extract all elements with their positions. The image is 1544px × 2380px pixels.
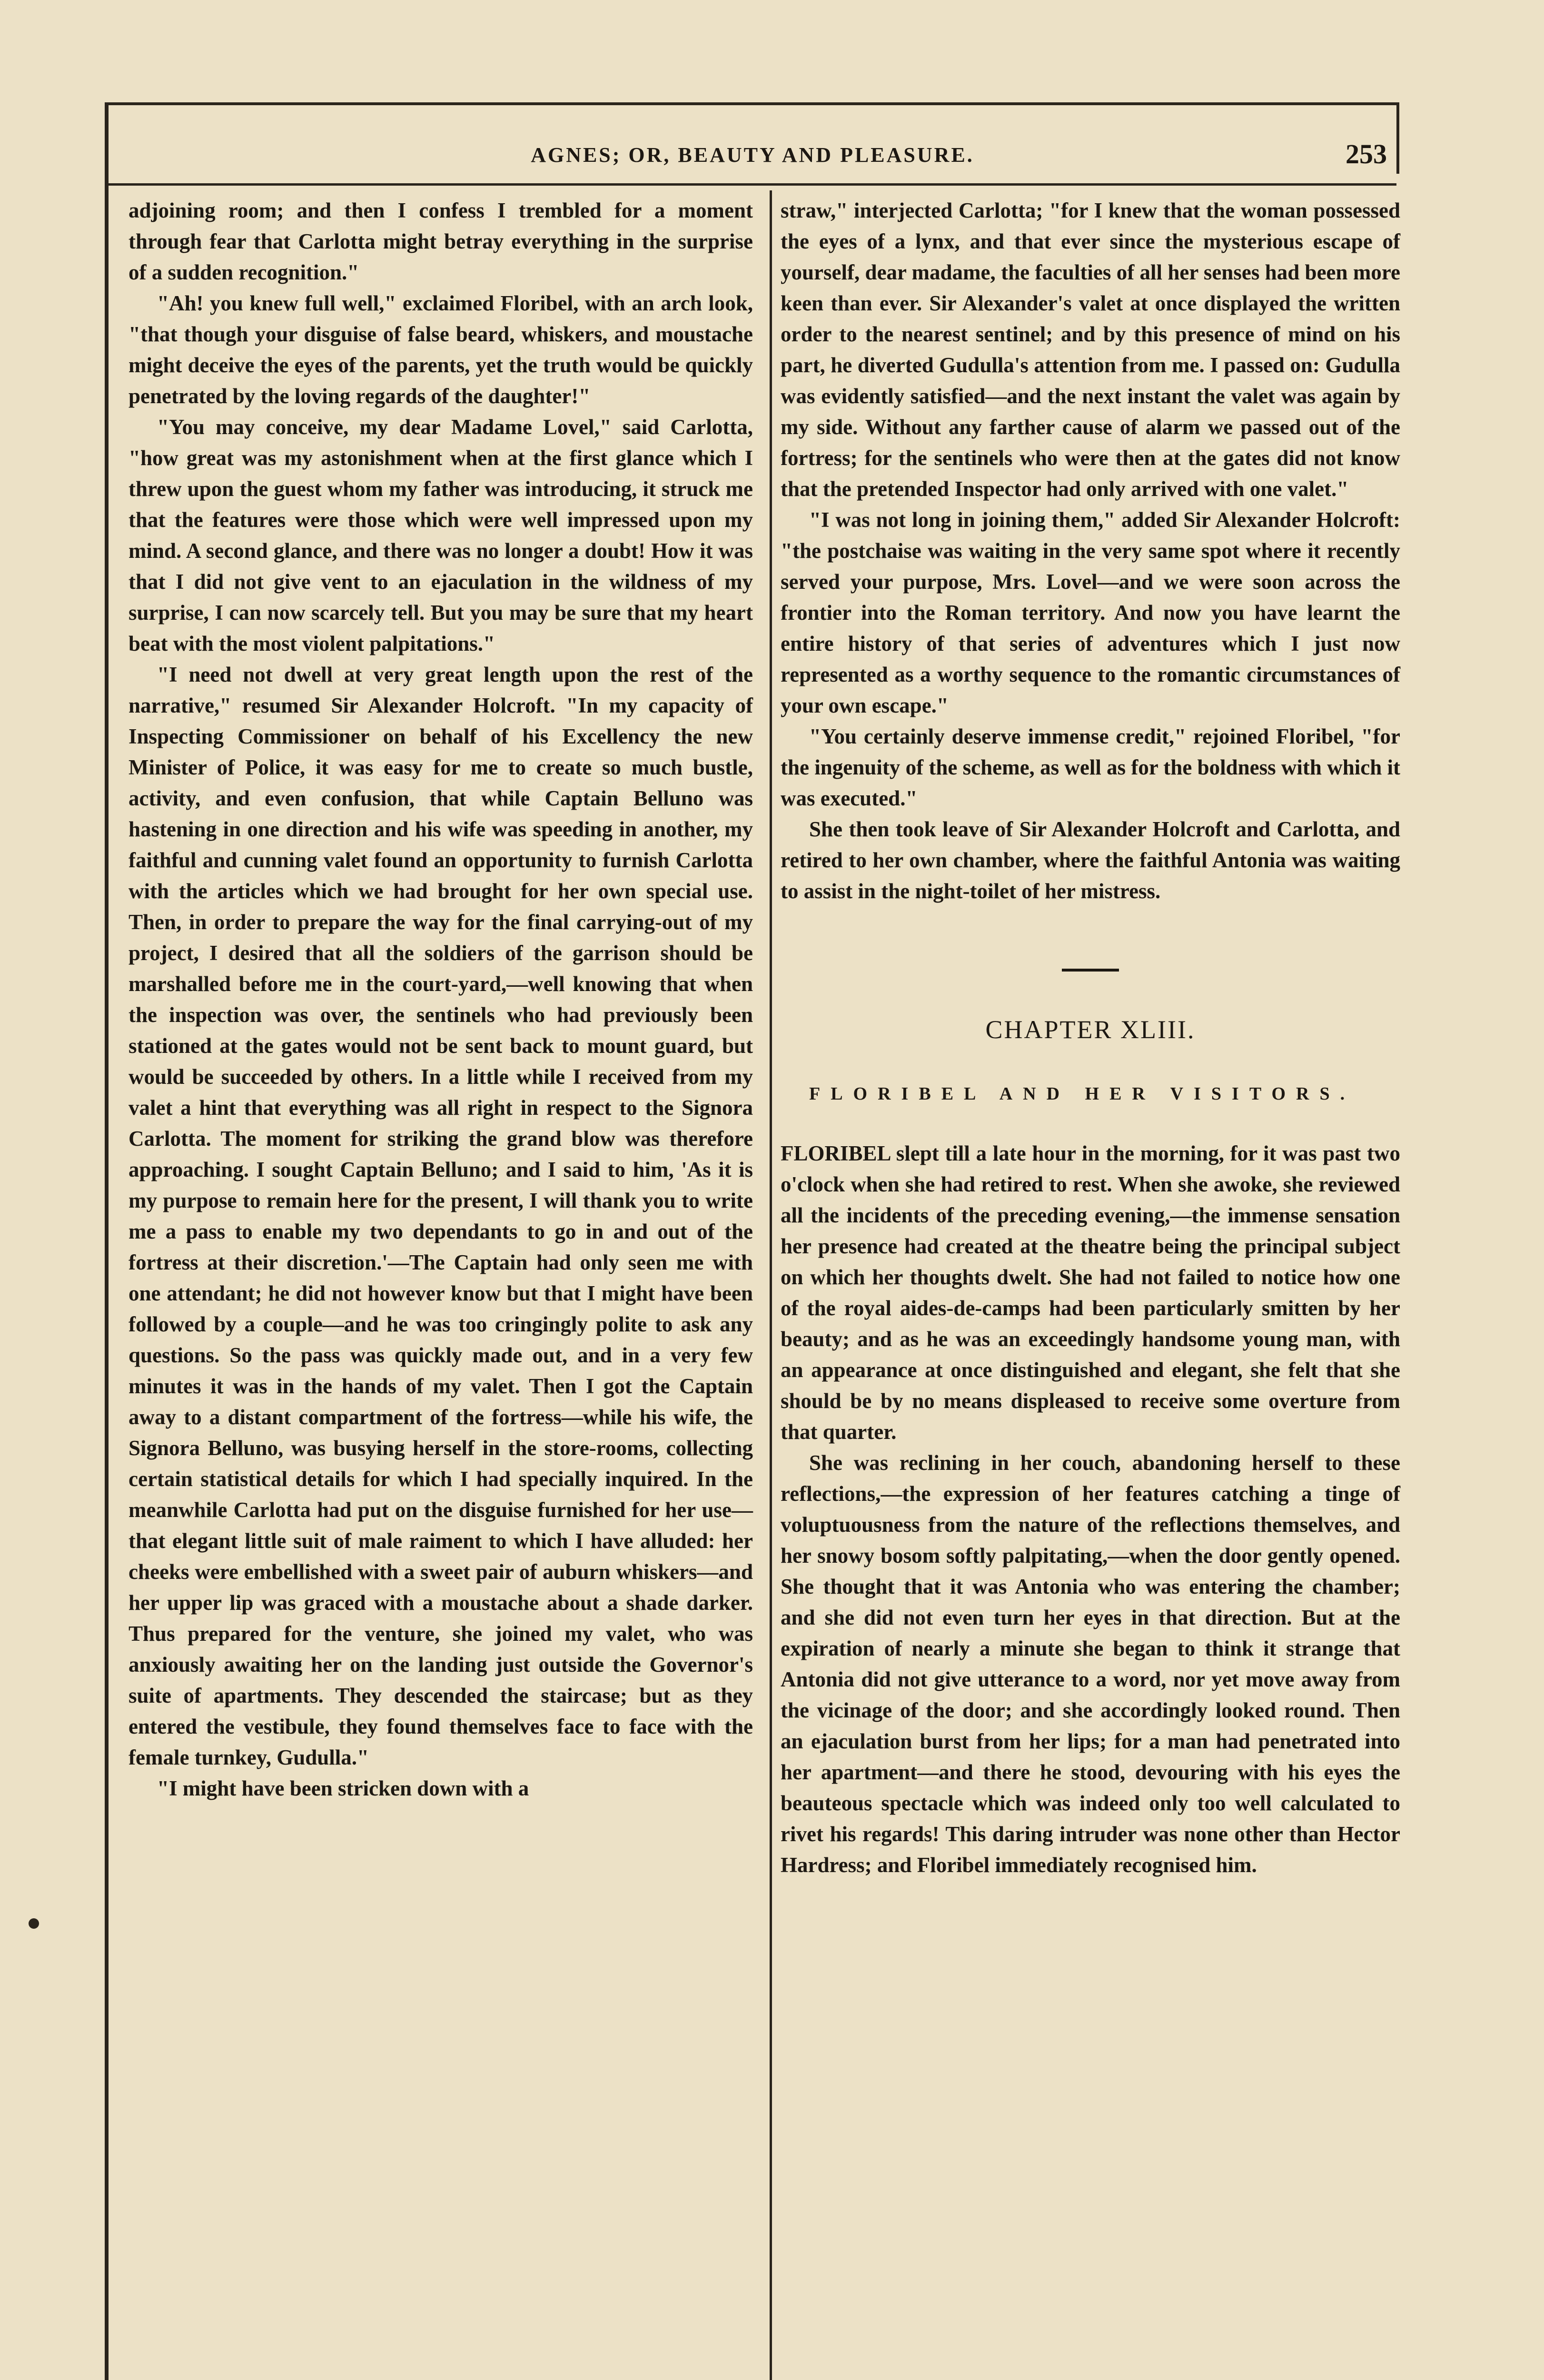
paragraph: "I was not long in joining them," added Sir Alexander Holcroft: "the postchaise was waiting in the very same spot where it recently served your purpose, Mrs. Lovel—and we were soon across the frontier into the Roman territory. And now you have learnt the entire history of that series of adventures which I just now represented as a worthy sequence to the romantic circumstances of your own escape." bbox=[781, 508, 1400, 717]
chapter-rule bbox=[1062, 969, 1119, 972]
paragraph: "I might have been stricken down with a bbox=[157, 1776, 529, 1800]
page-border-top bbox=[105, 102, 1399, 105]
paragraph: "Ah! you knew full well," exclaimed Floribel, with an arch look, "that though your disguise of false beard, whiskers, and moustache might deceive the eyes of the parents, yet the truth would be quickly penetrated by the loving regards of the daughter!" bbox=[129, 291, 753, 408]
ink-dot bbox=[29, 1918, 39, 1929]
page-number: 253 bbox=[1346, 139, 1387, 169]
column-divider bbox=[770, 190, 772, 2380]
page-border-right bbox=[1396, 102, 1399, 174]
paragraph: "I need not dwell at very great length upon the rest of the narrative," resumed Sir Alexander Holcroft. "In my capacity of Inspecting Commissioner on behalf of his Excellency the new Minister of Police, it was easy for me to create so much bustle, activity, and even confusion, that while Captain Belluno was hastening in one direction and his wife was speeding in another, my faithful and cunning valet found an opportunity to furnish Carlotta with the articles which we had brought for her own special use. Then, in order to prepare the way for the final carrying-out of my project, I desired that all the soldiers of the garrison should be marshalled before me in the court-yard,—well knowing that when the inspection was over, the sentinels who had previously been stationed at the gates would not be sent back to mount guard, but would be succeeded by others. In a little while I received from my valet a hint that everything was all right in respect to the Signora Carlotta. The moment for striking the grand blow was therefore approaching. I sought Captain Belluno; and I said to him, 'As it is my purpose to remain here for the present, I will thank you to write me a pass to enable my two dependants to go in and out of the fortress at their discretion.'—The Captain had only seen me with one attendant; he did not however know but that I might have been followed by a couple—and he was too cringingly polite to ask any questions. So the pass was quickly made out, and in a very few minutes it was in the hands of my valet. Then I got the Captain away to a distant compartment of the fortress—while his wife, the Signora Belluno, was busying herself in the store-rooms, collecting certain statistical details for which I had specially inquired. In the meanwhile Carlotta had put on the disguise furnished for her use—that elegant little suit of male raiment to which I have alluded: her cheeks were embellished with a sweet pair of auburn whiskers—and her upper lip was graced with a moustache about a shade darker. Thus prepared for the venture, she joined my valet, who was anxiously awaiting her on the landing just outside the Governor's suite of apartments. They descended the staircase; but as they entered the vestibule, they found themselves face to face with the female turnkey, Gudulla." bbox=[129, 663, 753, 1769]
paragraph: FLORIBEL slept till a late hour in the morning, for it was past two o'clock when she had retired to rest. When she awoke, she reviewed all the incidents of the preceding evening,—the immense sensation her presence had created at the theatre being the principal subject on which her thoughts dwelt. She had not failed to notice how one of the royal aides-de-camps had been particularly smitten by her beauty; and as he was an exceedingly handsome young man, with an appearance at once distinguished and elegant, she felt that she should be by no means displeased to receive some overture from that quarter. bbox=[781, 1141, 1400, 1444]
paragraph: "You certainly deserve immense credit," rejoined Floribel, "for the ingenuity of the scheme, as well as for the boldness with which it was executed." bbox=[781, 724, 1400, 810]
paragraph: straw," interjected Carlotta; "for I knew that the woman possessed the eyes of a lynx, and that ever since the mysterious escape of yourself, dear madame, the faculties of all her senses had been more keen than ever. Sir Alexander's valet at once displayed the written order to the nearest sentinel; and by this presence of mind on his part, he diverted Gudulla's attention from me. I passed on: Gudulla was evidently satisfied—and the next instant the valet was again by my side. Without any farther cause of alarm we passed out of the fortress; for the sentinels who were then at the gates did not know that the pretended Inspector had only arrived with one valet." bbox=[781, 198, 1400, 501]
left-column bbox=[129, 195, 753, 1804]
page-header bbox=[109, 138, 1396, 176]
chapter-subtitle: FLORIBEL AND HER VISITORS. bbox=[809, 1084, 1356, 1104]
right-column bbox=[781, 195, 1400, 1881]
page-border-left bbox=[105, 102, 109, 2380]
header-rule bbox=[109, 183, 1396, 186]
paragraph: She was reclining in her couch, abandoning herself to these reflections,—the expression of her features catching a tinge of voluptuousness from the nature of the reflections themselves, and her snowy bosom softly palpitating,—when the door gently opened. She thought that it was Antonia who was entering the chamber; and she did not even turn her eyes in that direction. But at the expiration of nearly a minute she began to think it strange that Antonia did not give utterance to a word, nor yet move away from the vicinage of the door; and she accordingly looked round. Then an ejaculation burst from her lips; for a man had penetrated into her apartment—and there he stood, devouring with his eyes the beauteous spectacle which was indeed only too well calculated to rivet his regards! This daring intruder was none other than Hector Hardress; and Floribel immediately recognised him. bbox=[781, 1451, 1400, 1877]
chapter-title: CHAPTER XLIII. bbox=[985, 1015, 1196, 1044]
paragraph: "You may conceive, my dear Madame Lovel," said Carlotta, "how great was my astonishment when at the first glance which I threw upon the guest whom my father was introducing, it struck me that the features were those which were well impressed upon my mind. A second glance, and there was no longer a doubt! How it was that I did not give vent to an ejaculation in the wildness of my surprise, I can now scarcely tell. But you may be sure that my heart beat with the most violent palpitations." bbox=[129, 415, 753, 655]
paragraph: She then took leave of Sir Alexander Holcroft and Carlotta, and retired to her own chamber, where the faithful Antonia was waiting to assist in the night-toilet of her mistress. bbox=[781, 817, 1400, 903]
paragraph: adjoining room; and then I confess I trembled for a moment through fear that Carlotta might betray everything in the surprise of a sudden recognition." bbox=[129, 198, 753, 284]
running-head: AGNES; OR, BEAUTY AND PLEASURE. bbox=[531, 143, 974, 167]
